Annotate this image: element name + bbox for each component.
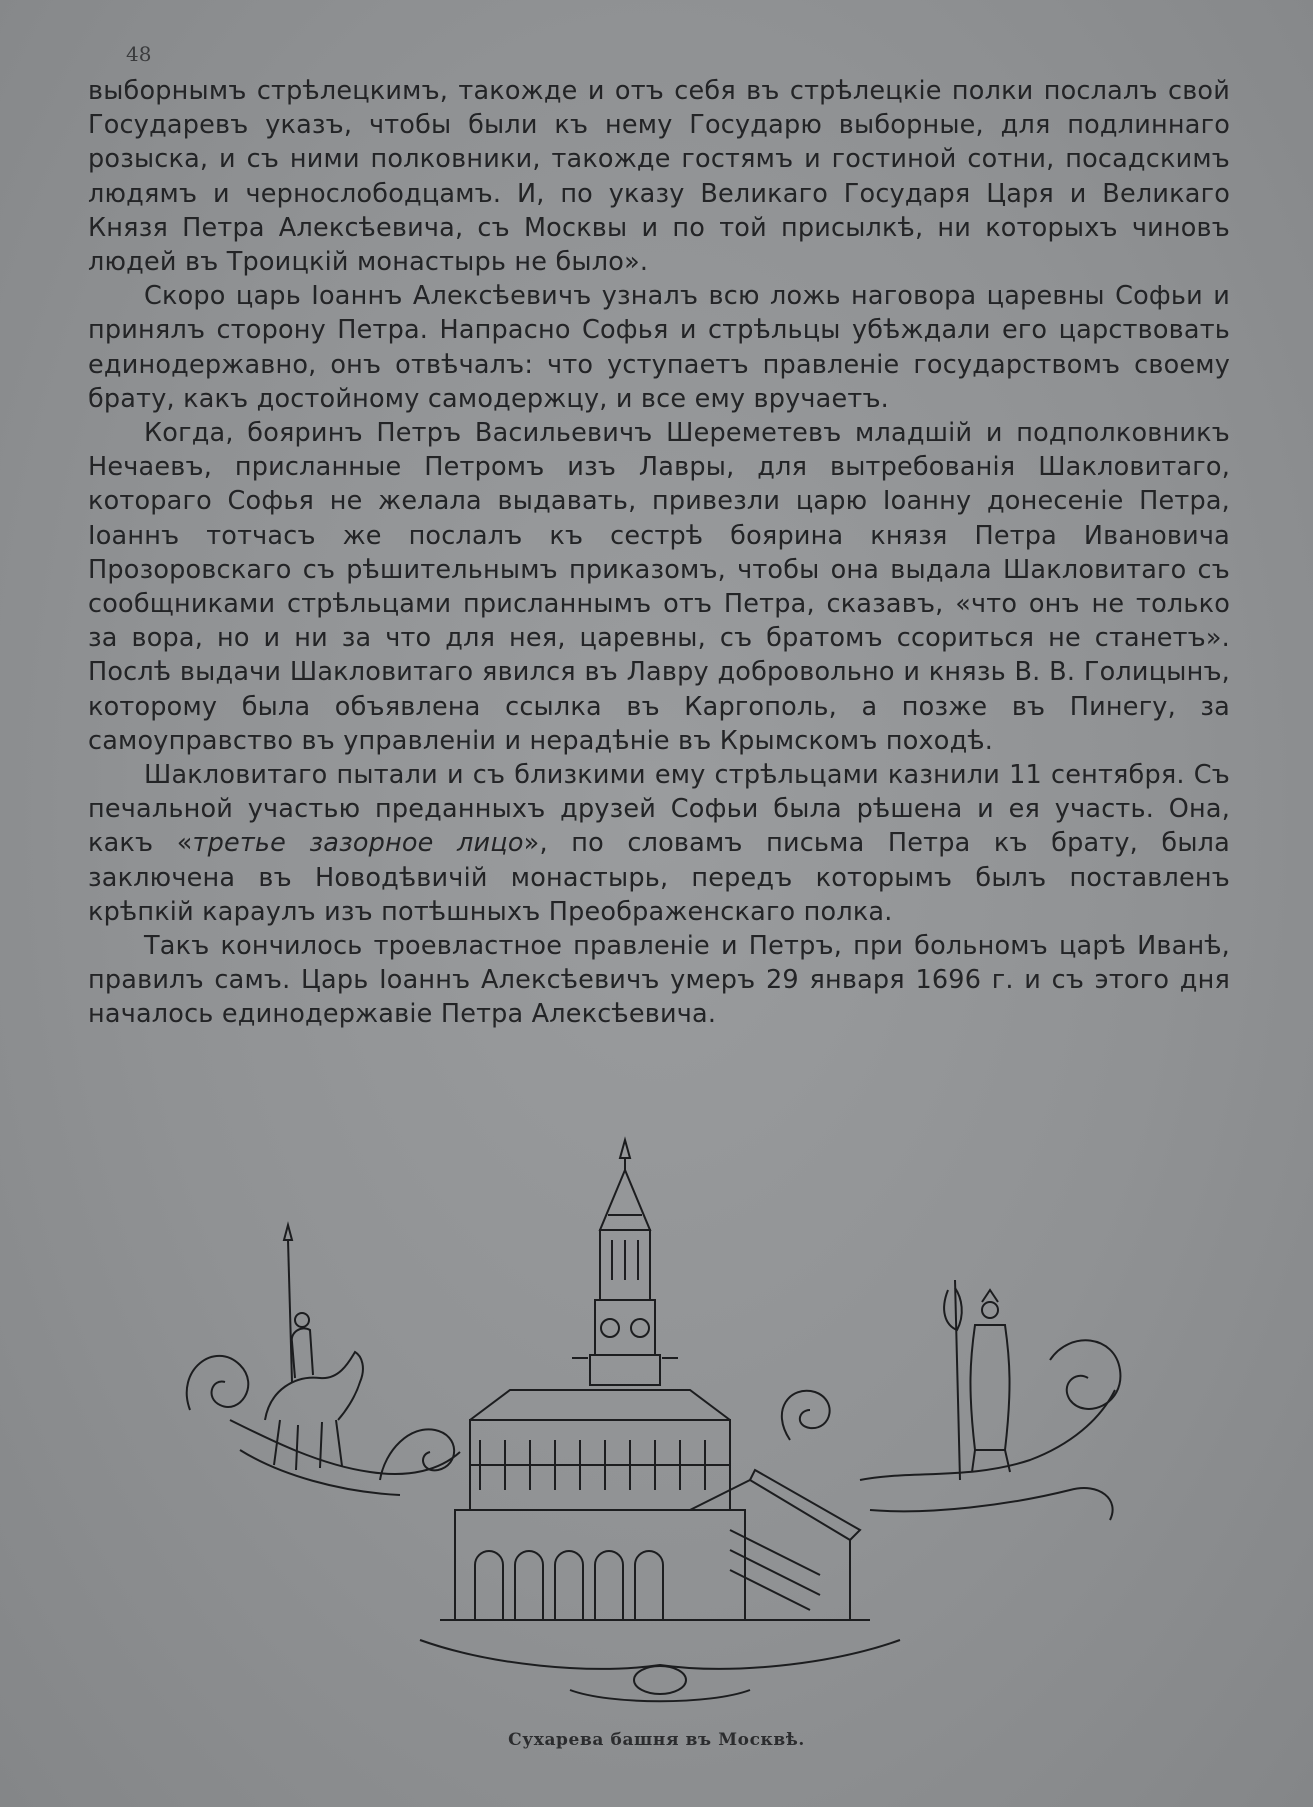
page-number: 48 (126, 42, 152, 66)
paragraph-4-before: Шакловитаго пытали и съ близкими ему стрѣльцами казнили 11 сентября. Съ печальной участью преданныхъ друзей Софьи была рѣшена и ея участь. Она, какъ « (88, 760, 1230, 859)
body-text (88, 74, 1230, 1032)
paragraph-2: Скоро царь Іоаннъ Алексѣевичъ узналъ всю ложь наговора царевны Софьи и принялъ сторону Петра. Напрасно Софья и стрѣльцы убѣждали его царствовать единодержавно, онъ отвѣчалъ: что уступаетъ правленіе государствомъ своему брату, какъ достойному самодержцу, и все ему вручаетъ. (88, 281, 1230, 414)
left-scroll-ornament (187, 1356, 249, 1410)
sukharev-tower-engraving (170, 1120, 1150, 1720)
paragraph-5: Такъ кончилось троевластное правленіе и Петръ, при больномъ царѣ Иванѣ, правилъ самъ. Царь Іоаннъ Алексѣевичъ умеръ 29 января 1696 г. и съ этого дня началось единодержавіе Петра Алексѣевича. (88, 931, 1230, 1030)
guard-figure (944, 1280, 1010, 1480)
paragraph-4-italic-quote: третье зазорное лицо (192, 828, 524, 859)
illustration-caption: Сухарева башня въ Москвѣ. (508, 1730, 805, 1750)
paragraph-1: выборнымъ стрѣлецкимъ, такожде и отъ себя въ стрѣлецкіе полки послалъ свой Государевъ указъ, чтобы были къ нему Государю выборные, для подлиннаго розыска, и съ ними полковники, такожде гостямъ и гостиной сотни, посадскимъ людямъ и чернослободцамъ. И, по указу Великаго Государя Царя и Великаго Князя Петра Алексѣевича, съ Москвы и по той присылкѣ, ни которыхъ чиновъ людей въ Троицкій монастырь не было». (88, 76, 1230, 278)
bottom-cartouche-mask (634, 1666, 686, 1694)
paragraph-3: Когда, бояринъ Петръ Васильевичъ Шереметевъ младшій и подполковникъ Нечаевъ, присланные Петромъ изъ Лавры, для вытребованія Шакловитаго, котораго Софья не желала выдавать, привезли царю Іоанну донесеніе Петра, Іоаннъ тотчасъ же послалъ къ сестрѣ боярина князя Петра Ивановича Прозоровскаго съ рѣшительнымъ приказомъ, чтобы она выдала Шакловитаго съ сообщниками стрѣльцами присланнымъ отъ Петра, сказавъ, «что онъ не только за вора, но и ни за что для нея, царевны, съ братомъ ссориться не станетъ». Послѣ выдачи Шакловитаго явился въ Лавру добровольно и князь В. В. Голицынъ, которому была объявлена ссылка въ Каргополь, а позже въ Пинегу, за самоуправство въ управленіи и нерадѣніе въ Крымскомъ походѣ. (88, 418, 1230, 756)
horseman-figure (265, 1225, 363, 1470)
paragraph-4-after: », по словамъ письма Петра къ брату, была заключена въ Новодѣвичій монастырь, передъ которымъ былъ поставленъ крѣпкій караулъ изъ потѣшныхъ Преображенскаго полка. (88, 828, 1230, 927)
paragraph-4 (88, 758, 1230, 929)
tower-drawing (440, 1140, 870, 1620)
